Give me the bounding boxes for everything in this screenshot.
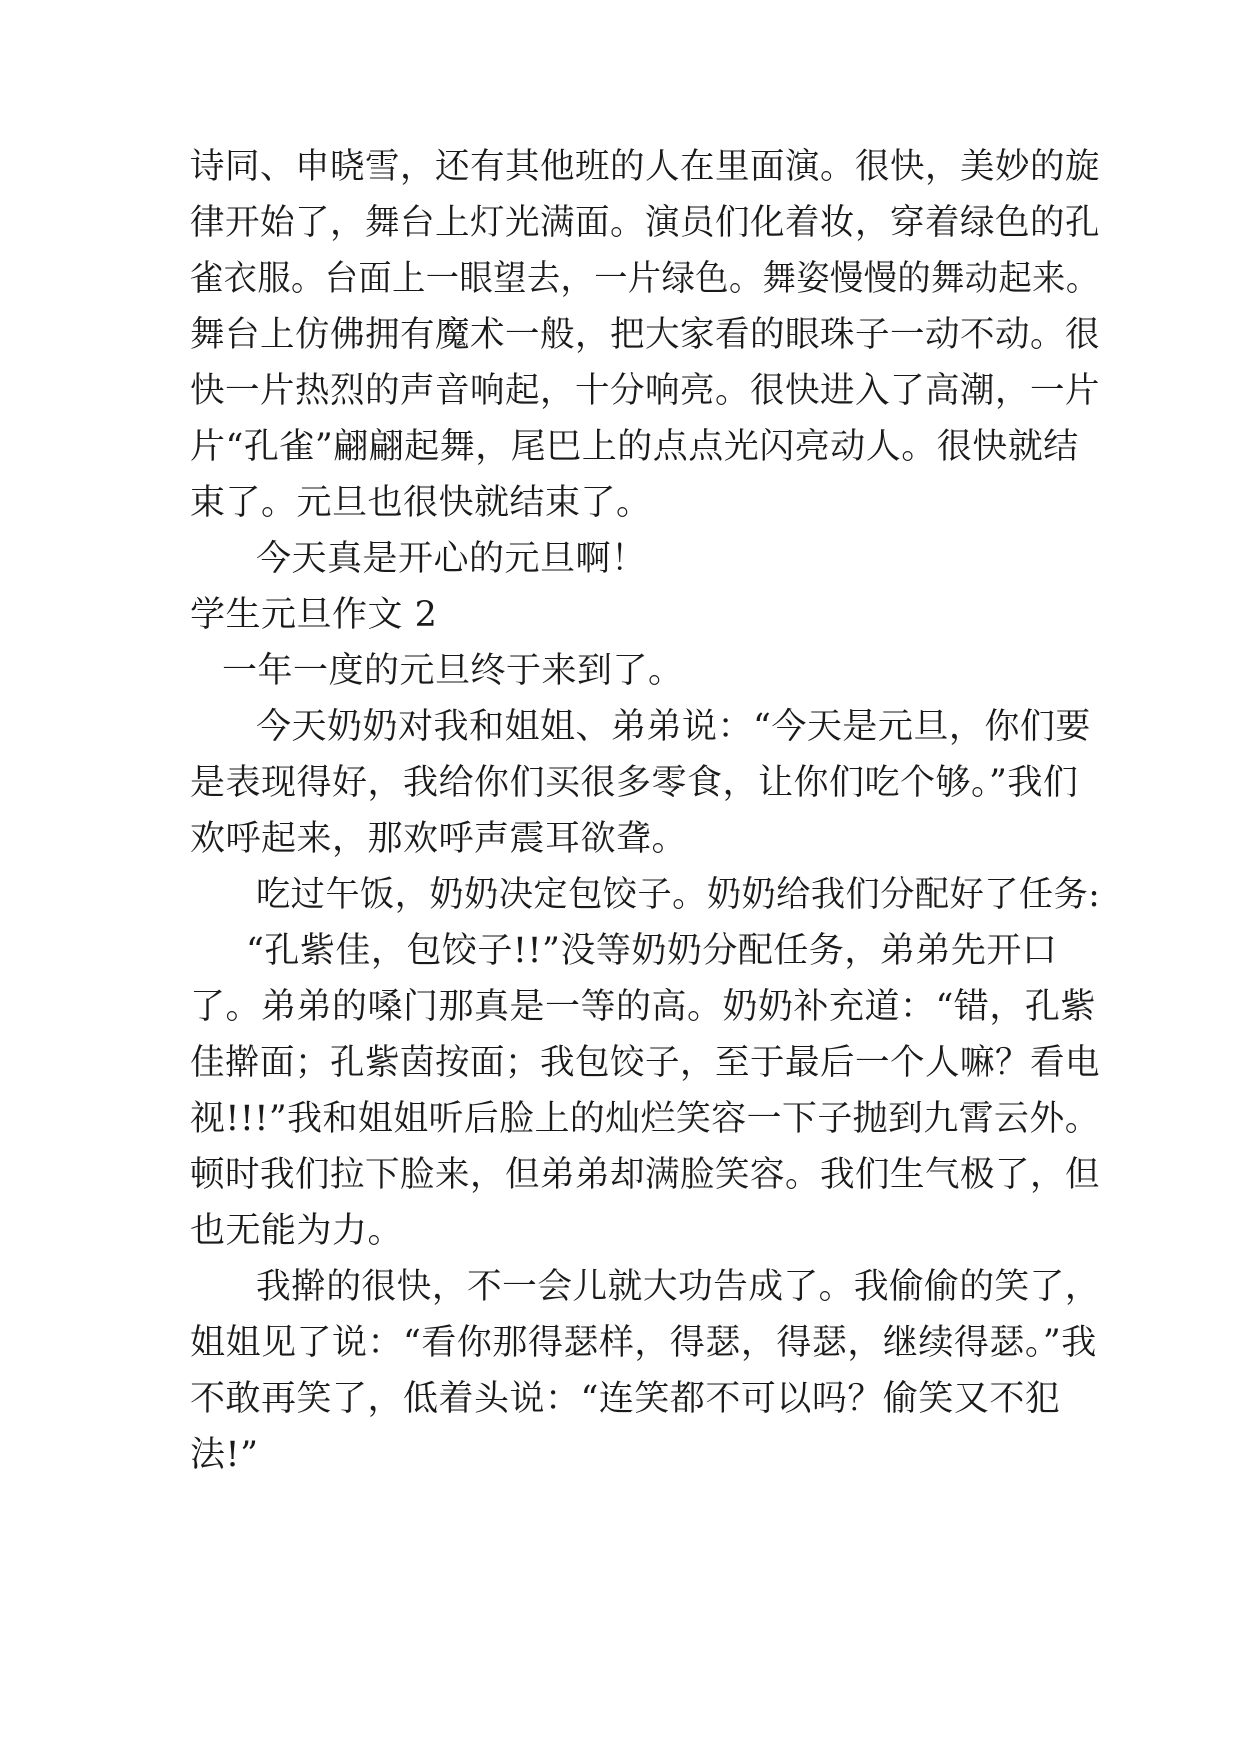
text-line: 诗同、申晓雪，还有其他班的人在里面演。很快，美妙的旋 [190, 147, 1101, 187]
text-line: 法!” [190, 1435, 259, 1475]
text-line: 了。弟弟的嗓门那真是一等的高。奶奶补充道：“错，孔紫 [190, 987, 1096, 1027]
text-line: 顿时我们拉下脸来，但弟弟却满脸笑容。我们生气极了，但 [190, 1155, 1101, 1195]
text-line: 我擀的很快，不一会儿就大功告成了。我偷偷的笑了， [256, 1267, 1101, 1307]
text-line: 舞台上仿佛拥有魔术一般，把大家看的眼珠子一动不动。很 [190, 315, 1101, 355]
section-heading: 学生元旦作文 2 [190, 595, 438, 635]
text-line: 也无能为力。 [190, 1211, 404, 1251]
text-line: 束了。元旦也很快就结束了。 [190, 483, 652, 523]
text-line: 姐姐见了说：“看你那得瑟样，得瑟，得瑟，继续得瑟。”我 [190, 1323, 1097, 1363]
text-line: 不敢再笑了，低着头说：“连笑都不可以吗？偷笑又不犯 [190, 1379, 1061, 1419]
text-line: 片“孔雀”翩翩起舞，尾巴上的点点光闪亮动人。很快就结 [190, 427, 1079, 467]
text-line: 是表现得好，我给你们买很多零食，让你们吃个够。”我们 [190, 763, 1079, 803]
text-line: 快一片热烈的声音响起，十分响亮。很快进入了高潮，一片 [190, 371, 1101, 411]
text-line: 律开始了，舞台上灯光满面。演员们化着妆，穿着绿色的孔 [190, 203, 1101, 243]
text-line: 雀衣服。台面上一眼望去，一片绿色。舞姿慢慢的舞动起来。 [190, 259, 1100, 299]
text-line: 今天奶奶对我和姐姐、弟弟说：“今天是元旦，你们要 [256, 707, 1091, 747]
text-line: 欢呼起来，那欢呼声震耳欲聋。 [190, 819, 688, 859]
text-line: 一年一度的元旦终于来到了。 [222, 651, 684, 691]
text-line: 视!!!”我和姐姐听后脸上的灿烂笑容一下子抛到九霄云外。 [190, 1099, 1101, 1139]
text-line: “孔紫佳，包饺子!!”没等奶奶分配任务，弟弟先开口 [246, 931, 1058, 971]
text-line: 吃过午饭，奶奶决定包饺子。奶奶给我们分配好了任务: [256, 875, 1101, 915]
text-line: 今天真是开心的元旦啊！ [256, 539, 647, 579]
text-line: 佳擀面；孔紫茵按面；我包饺子，至于最后一个人嘛？看电 [190, 1043, 1101, 1083]
